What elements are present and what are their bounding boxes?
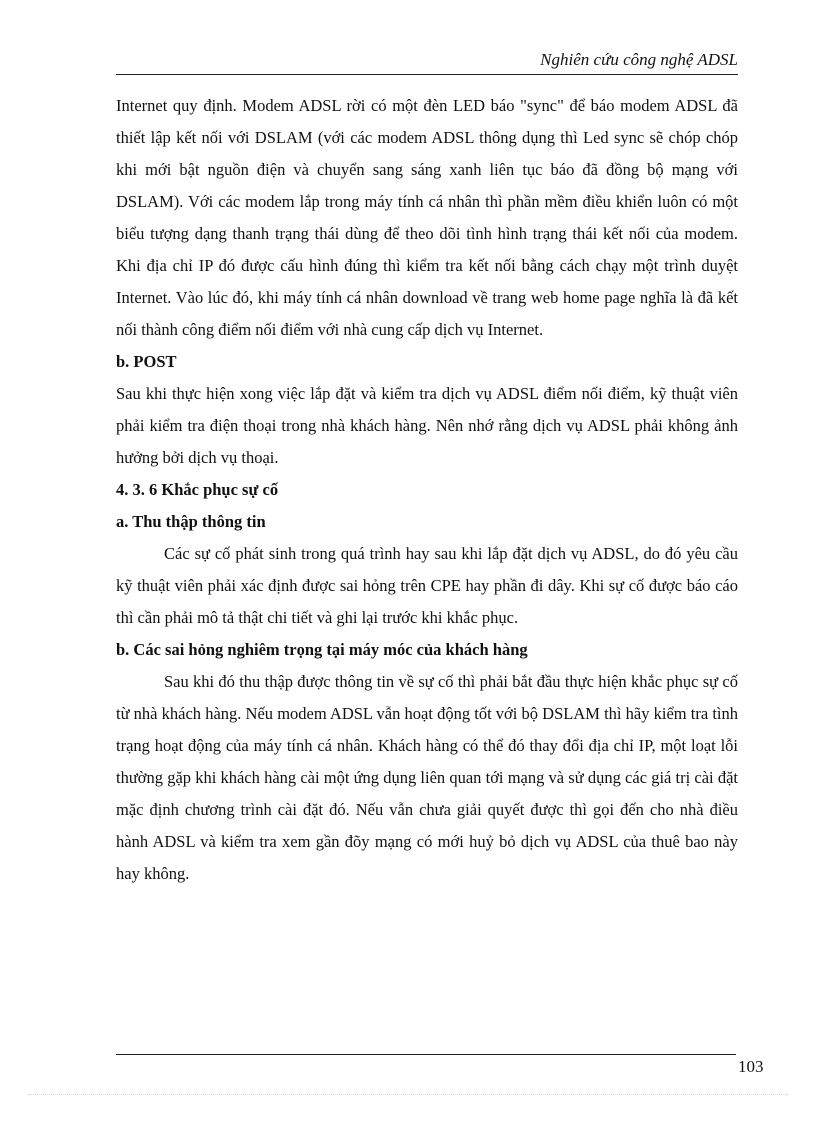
heading-post: b. POST: [116, 352, 177, 371]
paragraph-collect-info: Các sự cố phát sinh trong quá trình hay sau khi lắp đặt dịch vụ ADSL, do đó yêu cầu kỹ thuật viên phải xác định được sai hỏng trên CPE hay phần đi dây. Khi sự cố được báo cáo thì cần phải mô tả thật chi tiết và ghi lại trước khi khắc phục.: [116, 544, 738, 627]
document-body: [116, 90, 738, 890]
header-title: Nghiên cứu công nghệ ADSL: [540, 50, 738, 69]
heading-collect-info: a. Thu thập thông tin: [116, 512, 266, 531]
paragraph-modem-sync: Internet quy định. Modem ADSL rời có một đèn LED báo "sync" để báo modem ADSL đã thiết lập kết nối với DSLAM (với các modem ADSL thông dụng thì Led sync sẽ chóp chóp khi mới bật nguồn điện và chuyển sang sáng xanh liên tục báo đã đồng bộ mạng với DSLAM). Với các modem lắp trong máy tính cá nhân thì phần mềm điều khiển luôn có một biểu tượng dạng thanh trạng thái dùng để theo dõi tình hình trạng thái kết nối của modem. Khi địa chỉ IP đó được cấu hình đúng thì kiểm tra kết nối bằng cách chạy một trình duyệt Internet. Vào lúc đó, khi máy tính cá nhân download về trang web home page nghĩa là đã kết nối thành công điểm nối điểm với nhà cung cấp dịch vụ Internet.: [116, 96, 738, 339]
page-bottom-border: [28, 1094, 788, 1095]
paragraph-post: Sau khi thực hiện xong việc lắp đặt và kiểm tra dịch vụ ADSL điểm nối điểm, kỹ thuật viên phải kiểm tra điện thoại trong nhà khách hàng. Nên nhớ rằng dịch vụ ADSL phải không ảnh hưởng bởi dịch vụ thoại.: [116, 384, 738, 467]
page-number: 103: [738, 1057, 764, 1076]
page-header: [116, 48, 738, 75]
section-heading-troubleshooting: 4. 3. 6 Khắc phục sự cố: [116, 480, 279, 499]
paragraph-customer-errors: Sau khi đó thu thập được thông tin về sự cố thì phải bắt đầu thực hiện khắc phục sự cố từ nhà khách hàng. Nếu modem ADSL vẫn hoạt động tốt với bộ DSLAM thì hãy kiểm tra tình trạng hoạt động của máy tính cá nhân. Khách hàng có thể đó thay đổi địa chỉ IP, một loạt lỗi thường gặp khi khách hàng cài một ứng dụng liên quan tới mạng và sử dụng các giá trị cài đặt mặc định chương trình cài đặt đó. Nếu vẫn chưa giải quyết được thì gọi đến cho nhà điều hành ADSL và kiểm tra xem gần đõy mạng có mới huỷ bỏ dịch vụ ADSL của thuê bao này hay không.: [116, 672, 738, 883]
heading-customer-errors: b. Các sai hỏng nghiêm trọng tại máy móc của khách hàng: [116, 640, 528, 659]
footer-divider: [116, 1054, 736, 1055]
